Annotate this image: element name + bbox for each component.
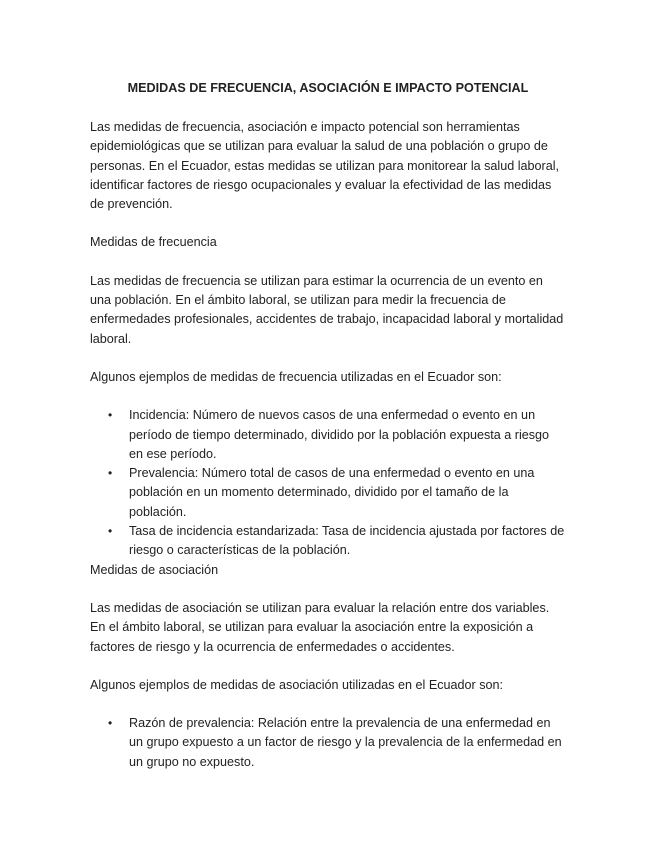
document-page [90,79,566,772]
association-examples-intro: Algunos ejemplos de medidas de asociación utilizadas en el Ecuador son: [90,677,504,692]
list-item: • Razón de prevalencia: Relación entre la prevalencia de una enfermedad en un grupo expuesto a un factor de riesgo y la prevalencia de la enfermedad en un grupo no expuesto. [90,714,566,772]
association-examples-list [90,714,566,772]
list-item: • Prevalencia: Número total de casos de una enfermedad o evento en una población en un momento determinado, dividido por el tamaño de la población. [90,464,566,522]
frequency-heading: Medidas de frecuencia [90,235,217,250]
frequency-examples-intro: Algunos ejemplos de medidas de frecuencia utilizadas en el Ecuador son: [90,369,502,384]
intro-paragraph: Las medidas de frecuencia, asociación e impacto potencial son herramientas epidemiológicas que se utilizan para evaluar la salud de una población o grupo de personas. En el Ecuador, estas medidas se utilizan para monitorear la salud laboral, identificar factores de riesgo ocupacionales y evaluar la efectividad de las medidas de prevención. [90,120,560,212]
document-title: MEDIDAS DE FRECUENCIA, ASOCIACIÓN E IMPACTO POTENCIAL [127,81,529,95]
list-item: • Incidencia: Número de nuevos casos de una enfermedad o evento en un período de tiempo determinado, dividido por la población expuesta a riesgo en ese período. [90,406,566,464]
frequency-description: Las medidas de frecuencia se utilizan para estimar la ocurrencia de un evento en una población. En el ámbito laboral, se utilizan para medir la frecuencia de enfermedades profesionales, accidentes de trabajo, incapacidad laboral y mortalidad laboral. [90,273,564,346]
frequency-examples-list [90,406,566,560]
association-description: Las medidas de asociación se utilizan para evaluar la relación entre dos variables. En el ámbito laboral, se utilizan para evaluar la asociación entre la exposición a factores de riesgo y la ocurrencia de enfermedades o accidentes. [90,600,550,654]
list-item: • Tasa de incidencia estandarizada: Tasa de incidencia ajustada por factores de riesgo o características de la población. [90,522,566,561]
association-heading: Medidas de asociación [90,562,219,577]
